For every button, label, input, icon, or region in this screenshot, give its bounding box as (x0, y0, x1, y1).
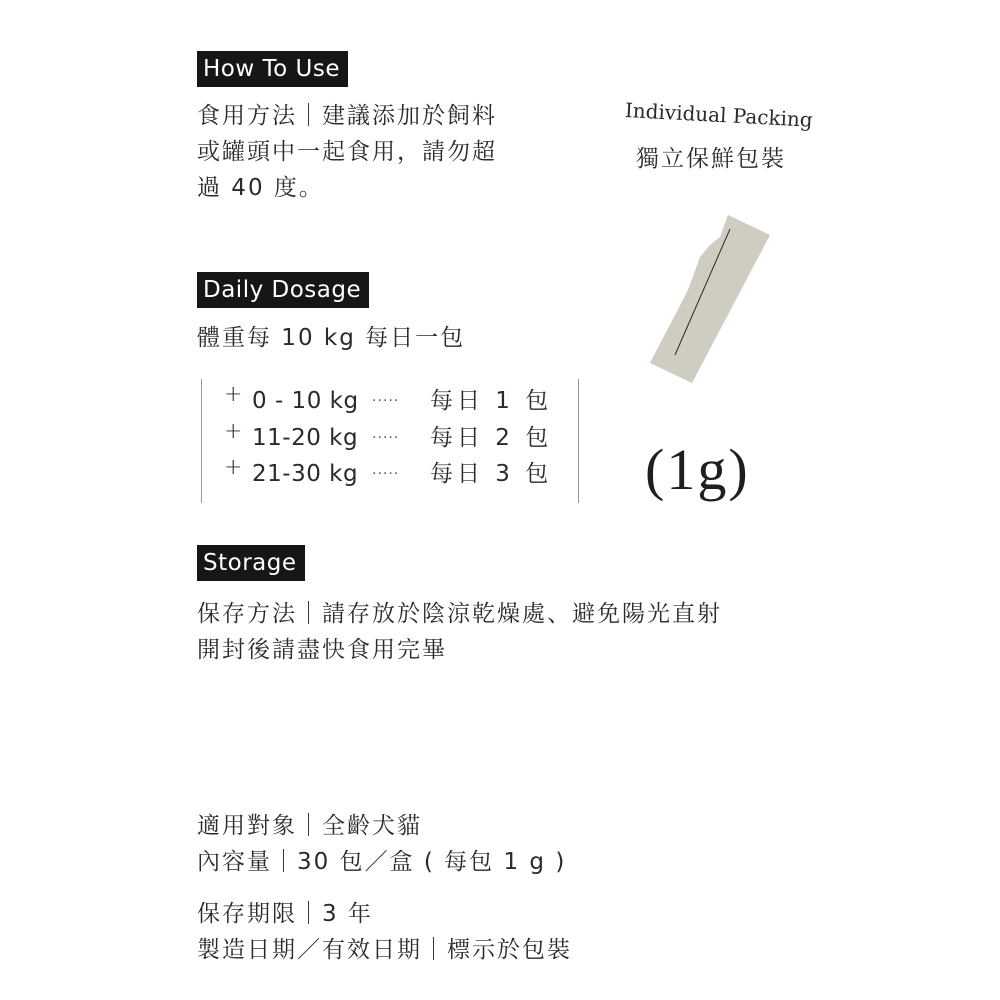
storage-line: 開封後請盡快食用完畢 (197, 637, 447, 663)
dosage-table (201, 379, 579, 503)
how-to-use-text (197, 98, 497, 206)
dotted-leader: ····· (372, 466, 400, 482)
dotted-leader: ····· (372, 393, 400, 409)
dosage-amount: 每日 1 包 (430, 388, 553, 414)
product-info-line: 製造日期／有效日期｜標示於包裝 (197, 937, 572, 963)
how-to-use-line: 食用方法｜建議添加於飼料 (197, 103, 497, 129)
product-info-line: 內容量｜30 包／盒 ( 每包 1 g ) (197, 849, 567, 875)
storage-text (197, 596, 722, 668)
dosage-weight-range: 11-20 kg (252, 425, 359, 451)
daily-dosage-intro: 體重每 10 kg 每日一包 (197, 325, 466, 351)
product-info-line: 保存期限｜3 年 (197, 901, 373, 927)
daily-dosage-heading: Daily Dosage (197, 272, 369, 308)
plus-icon: + (224, 382, 243, 407)
how-to-use-line: 或罐頭中一起食用，請勿超 (197, 139, 497, 165)
individual-packing-label-zh: 獨立保鮮包裝 (636, 146, 786, 172)
product-info-line: 適用對象｜全齡犬貓 (197, 813, 422, 839)
plus-icon: + (224, 455, 243, 480)
sachet-illustration (640, 205, 780, 390)
individual-packing-label: Individual Packing (624, 98, 814, 132)
dotted-leader: ····· (372, 430, 400, 446)
storage-line: 保存方法｜請存放於陰涼乾燥處、避免陽光直射 (197, 601, 722, 627)
unit-weight: (1g) (645, 437, 750, 502)
how-to-use-line: 過 40 度。 (197, 175, 324, 201)
how-to-use-heading: How To Use (197, 51, 348, 87)
dosage-amount: 每日 2 包 (430, 425, 553, 451)
dosage-weight-range: 21-30 kg (252, 461, 359, 487)
plus-icon: + (224, 419, 243, 444)
dosage-weight-range: 0 - 10 kg (252, 388, 359, 414)
storage-heading: Storage (197, 545, 305, 581)
dosage-amount: 每日 3 包 (430, 461, 553, 487)
product-info-group-2 (197, 896, 572, 968)
product-info-group-1 (197, 808, 566, 880)
sachet-body (650, 215, 770, 383)
